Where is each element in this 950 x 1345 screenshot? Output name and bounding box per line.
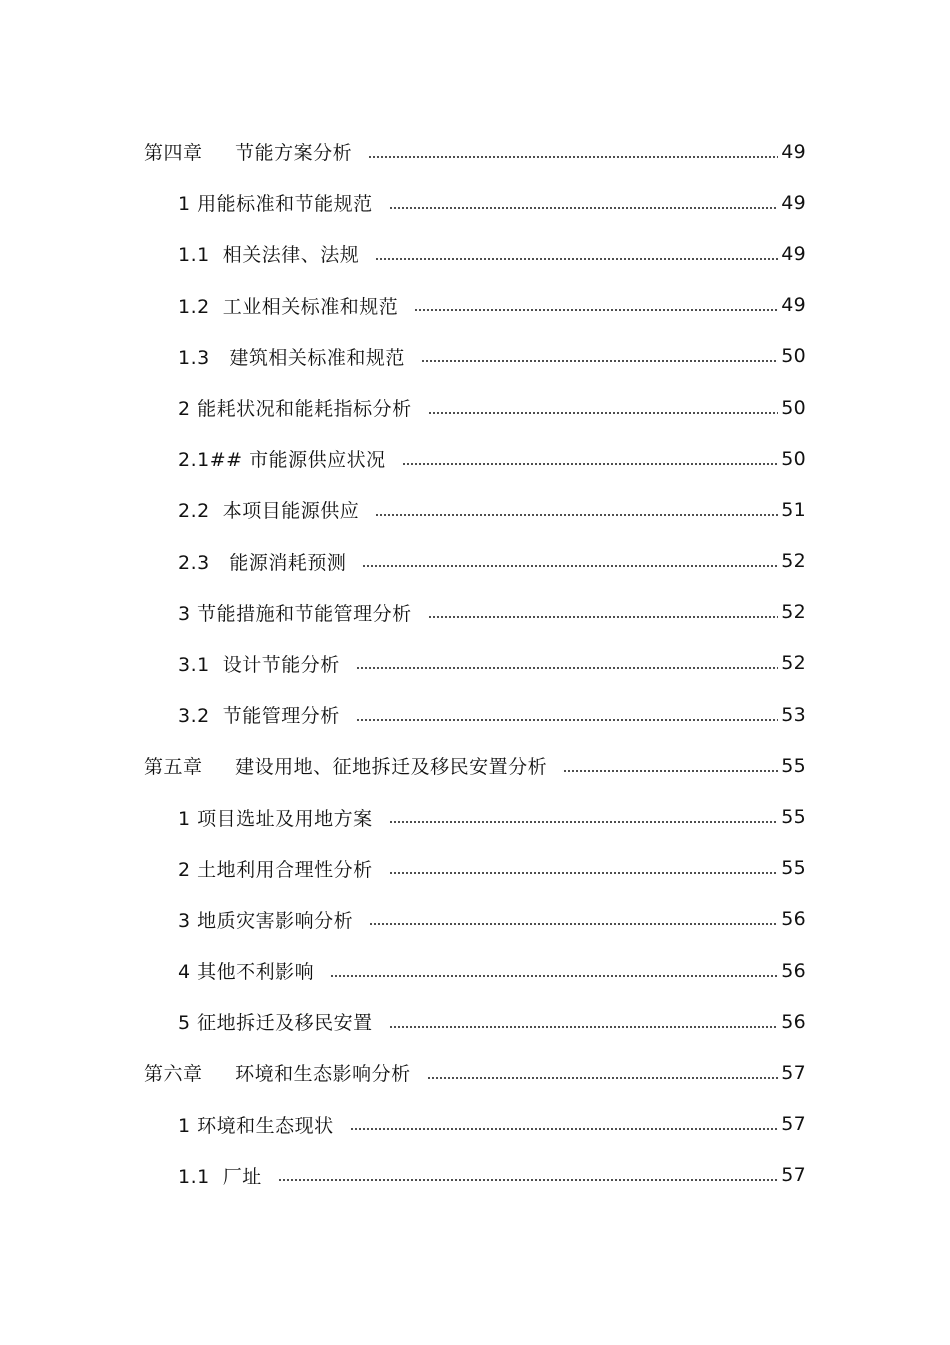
dot-leader	[389, 1026, 778, 1028]
dot-leader	[421, 360, 778, 362]
toc-section-entry	[0, 536, 950, 587]
toc-entry-page-number: 56	[781, 1010, 806, 1033]
toc-section-entry	[0, 433, 950, 484]
toc-entry-page-number: 49	[781, 140, 806, 163]
toc-section-entry	[0, 382, 950, 433]
toc-entry-page-number: 53	[781, 703, 806, 726]
dot-leader	[356, 667, 778, 669]
toc-entry-page-number: 57	[781, 1113, 806, 1136]
toc-entry-label: 3.2 节能管理分析	[178, 701, 356, 728]
toc-section-entry	[0, 894, 950, 945]
dot-leader	[389, 872, 778, 874]
toc-entry-page-number: 52	[781, 601, 806, 624]
toc-entry-label: 1.1 相关法律、法规	[178, 240, 375, 267]
toc-chapter-entry	[0, 1047, 950, 1098]
toc-section-entry	[0, 996, 950, 1047]
dot-leader	[368, 156, 778, 158]
toc-entry-label: 第六章 环境和生态影响分析	[144, 1059, 427, 1086]
dot-leader	[427, 1077, 778, 1079]
toc-entry-label: 第五章 建设用地、征地拆迁及移民安置分析	[144, 752, 563, 779]
toc-entry-label: 2.2 本项目能源供应	[178, 496, 375, 523]
toc-entry-page-number: 50	[781, 396, 806, 419]
dot-leader	[389, 821, 778, 823]
toc-entry-label: 3 节能措施和节能管理分析	[178, 599, 428, 626]
toc-section-entry	[0, 689, 950, 740]
dot-leader	[356, 719, 778, 721]
dot-leader	[375, 514, 778, 516]
toc-entry-page-number: 51	[781, 498, 806, 521]
toc-entry-page-number: 50	[781, 345, 806, 368]
toc-chapter-entry	[0, 740, 950, 791]
toc-entry-page-number: 55	[781, 806, 806, 829]
toc-entry-label: 2.3 能源消耗预测	[178, 548, 362, 575]
dot-leader	[369, 923, 778, 925]
dot-leader	[428, 412, 778, 414]
toc-entry-label: 2 能耗状况和能耗指标分析	[178, 394, 428, 421]
toc-entry-label: 5 征地拆迁及移民安置	[178, 1008, 389, 1035]
toc-entry-label: 1 环境和生态现状	[178, 1111, 350, 1138]
toc-entry-label: 第四章 节能方案分析	[144, 138, 368, 165]
toc-section-entry	[0, 331, 950, 382]
toc-section-entry	[0, 843, 950, 894]
toc-entry-page-number: 50	[781, 447, 806, 470]
toc-section-entry	[0, 791, 950, 842]
toc-entry-label: 2.1## 市能源供应状况	[178, 445, 402, 472]
toc-entry-page-number: 55	[781, 754, 806, 777]
toc-entry-label: 3 地质灾害影响分析	[178, 906, 369, 933]
toc-section-entry	[0, 1099, 950, 1150]
toc-entry-label: 1.1 厂址	[178, 1162, 278, 1189]
toc-entry-page-number: 56	[781, 959, 806, 982]
dot-leader	[402, 463, 778, 465]
toc-entry-label: 4 其他不利影响	[178, 957, 330, 984]
toc-entry-page-number: 52	[781, 652, 806, 675]
toc-section-entry	[0, 587, 950, 638]
dot-leader	[330, 975, 778, 977]
toc-entry-page-number: 56	[781, 908, 806, 931]
dot-leader	[278, 1179, 778, 1181]
dot-leader	[389, 207, 778, 209]
toc-entry-label: 1.3 建筑相关标准和规范	[178, 343, 421, 370]
toc-entry-label: 1 项目选址及用地方案	[178, 804, 389, 831]
dot-leader	[563, 770, 778, 772]
dot-leader	[428, 616, 778, 618]
toc-entry-page-number: 57	[781, 1061, 806, 1084]
toc-section-entry	[0, 945, 950, 996]
dot-leader	[350, 1128, 778, 1130]
toc-entry-label: 1.2 工业相关标准和规范	[178, 292, 414, 319]
toc-entry-label: 3.1 设计节能分析	[178, 650, 356, 677]
toc-entry-page-number: 57	[781, 1164, 806, 1187]
dot-leader	[375, 258, 778, 260]
toc-entry-page-number: 49	[781, 191, 806, 214]
toc-entry-page-number: 49	[781, 242, 806, 265]
toc-entry-label: 1 用能标准和节能规范	[178, 189, 389, 216]
toc-entry-page-number: 52	[781, 550, 806, 573]
dot-leader	[362, 565, 778, 567]
toc-section-entry	[0, 228, 950, 279]
toc-entry-page-number: 49	[781, 294, 806, 317]
table-of-contents	[0, 126, 950, 1201]
toc-chapter-entry	[0, 126, 950, 177]
toc-section-entry	[0, 177, 950, 228]
toc-section-entry	[0, 280, 950, 331]
toc-section-entry	[0, 1150, 950, 1201]
toc-section-entry	[0, 638, 950, 689]
dot-leader	[414, 309, 778, 311]
toc-entry-page-number: 55	[781, 857, 806, 880]
toc-entry-label: 2 土地利用合理性分析	[178, 855, 389, 882]
toc-section-entry	[0, 484, 950, 535]
